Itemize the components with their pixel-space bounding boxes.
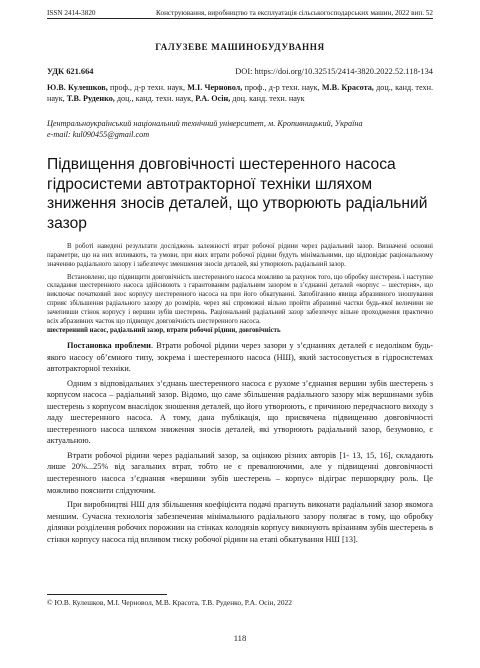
journal-name: Конструювання, виробництво та експлуатація сільськогосподарських машин, 2022 вип. 52 (156, 9, 433, 17)
author-title: доц., канд. техн. наук, (47, 83, 434, 104)
problem-text: . Втрати робочої рідини через зазори у з’єднаннях деталей є недоліком будь-якого насосу об’ємного типу, зокрема і шестеренного насоса (НШ), який застосовується в гідросистемах автотракторної техніки. (47, 341, 433, 374)
author-title: доц. канд. техн. наук (232, 94, 305, 104)
author-title: доц., канд. техн. наук, (116, 94, 194, 104)
university: Центральноукраїнський національний технічний університет, м. Кропивницький, Україна (47, 119, 363, 128)
author-name: М.І. Черновол, (187, 83, 243, 92)
issn: ISSN 2414-3820 (47, 9, 96, 17)
section-heading: ГАЛУЗЕВЕ МАШИНОБУДУВАННЯ (155, 42, 325, 52)
body-paragraph (47, 340, 433, 375)
running-header (47, 9, 433, 19)
footnote-divider (47, 594, 167, 595)
body-paragraph: Одним з відповідальних з’єднань шестеренного насоса є рухоме з’єднання вершин зубів шестерень з корпусом насоса – радіальний зазор. Відомо, що саме збільшення радіального зазору між вершинами зубів шестерень з корпусом внаслідок зношення деталей, що його утворюють, є причиною передчасного виходу з ладу шестеренного насоса. А тому, дана публікація, що присвячена підвищенню довговічності шестеренного насоса шляхом зниження зносів деталей, які утворюють радіальний зазор, безумовно, є актуальною. (47, 378, 433, 446)
body-paragraph: При виробництві НШ для збільшення коефіцієнта подачі прагнуть виконати радіальний зазор якомога меншим. Сучасна технологія забезпечення мінімального радіального зазору полягає в тому, що обробку ділянки розділення робочих порожнин на стінках колодязів корпусу виконують врізанням зубів шестерень в стінки корпусу насоса під впливом тиску робочої рідини на етапі обкатування НШ [13]. (47, 500, 433, 544)
abstract-paragraph: Встановлено, що підвищити довговічність шестеренного насоса можливо за рахунок того, що обробку шестерень і наступне складання шестеренного насоса здійснюють з гарантованим радіальним зазором в з’єднанні деталей «корпус – шестерня», що виключає початковий знос корпусу шестеренного насоса на при його обкатуванні. Запобіганню явища абразивного зношування сприяє збільшення радіального зазору до розмірів, через які спроможні вільно пройти абразивні частки будь-якої величини не зачепивши стінок корпусу і вершин зубів шестерень. Раціональний радіальний зазор забезпечує вільне проходження практично всіх абразивних часток що підвищує довговічність шестеренного насоса. (47, 273, 433, 325)
body-text (47, 340, 433, 548)
email: e-mail: kul090455@gmail.com (47, 130, 150, 139)
authors-list (47, 82, 433, 105)
udc-code: УДК 621.664 (47, 67, 94, 76)
keywords: шестеренний насос, радіальний зазор, втрати робочої рідини, довговічність (47, 326, 281, 334)
copyright-footnote: © Ю.В. Кулешков, М.І. Черновол, М.В. Красота, Т.В. Руденко, Р.А. Осін, 2022 (47, 598, 292, 607)
author-name: Р.А. Осін, (195, 94, 231, 104)
body-paragraph: Втрати робочої рідини через радіальний зазор, за оцінкою різних авторів [1- 13, 15, 16], складають лише 20%...25% від загальних втрат, тобто не є превалюючими, але у підвищенні довговічності шестеренного насоса з’єднання «вершини зубів шестерень – корпус» відіграє першорядну роль. Це можливо пояснити слідуючим. (47, 450, 433, 495)
author-title: проф., д-р техн. наук, (244, 83, 320, 92)
udc-doi-row (47, 67, 433, 76)
page-number: 118 (233, 633, 247, 643)
author-name: Ю.В. Кулешков, (47, 83, 108, 92)
paper-title: Підвищення довговічності шестеренного насоса гідросистеми автотракторної техніки шляхом зниження зносів деталей, що утворюють радіальний зазор (47, 156, 428, 232)
doi-link[interactable]: DOI: https://doi.org/10.32515/2414-3820.2022.52.118-134 (235, 67, 433, 76)
author-name: М.В. Красота, (321, 83, 374, 92)
abstract-paragraph: В роботі наведені результати досліджень залежності втрат робочої рідини через радіальний зазор. Визначені основні параметри, що на них впливають, та умови, при яких втрати робочої рідини будуть мінімальними, що відповідає раціональному значенню радіального зазору і забезпечує зменшення зносів деталей, які утворюють радіальний зазор. (47, 243, 433, 268)
author-title: проф., д-р техн. наук, (110, 83, 186, 92)
author-name: Т.В. Руденко, (66, 94, 115, 104)
abstract (47, 243, 433, 335)
affiliation (47, 118, 433, 140)
problem-label: Постановка проблеми (67, 341, 151, 350)
